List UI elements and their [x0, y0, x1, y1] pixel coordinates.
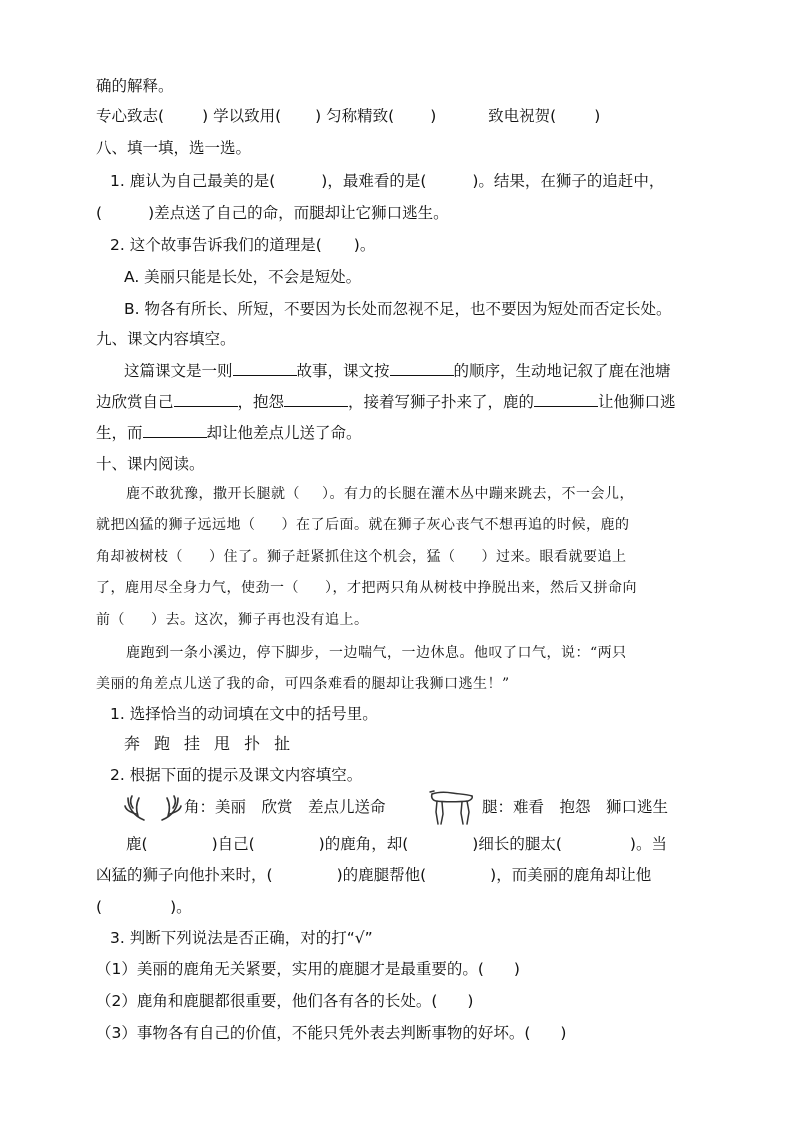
text: B. 物各有所长、所短，不要因为长处而忽视不足，也不要因为短处而否定长处。: [124, 300, 672, 318]
passage-1-line-5: [96, 610, 369, 630]
judge-item-1: [96, 959, 520, 979]
deer-legs-icon: [428, 788, 476, 828]
text: 九、课文内容填空。: [96, 330, 236, 348]
section-10-title: [96, 454, 205, 474]
text: )细长的腿太(: [472, 835, 562, 853]
line-continuation: [96, 76, 174, 96]
text: 2. 根据下面的提示及课文内容填空。: [110, 766, 363, 784]
text: 边欣赏自己: [96, 393, 174, 411]
passage-1-line-3: [96, 547, 627, 567]
text: (: [96, 204, 103, 222]
text: 角却被树枝（: [96, 549, 183, 565]
verb-options: [124, 734, 290, 754]
underline-blank[interactable]: [534, 392, 598, 407]
question-8-1: [110, 171, 664, 191]
underline-blank[interactable]: [233, 361, 297, 376]
text: 致电祝贺(: [488, 107, 557, 125]
question-10-2: [110, 765, 362, 785]
text: 鹿跑到一条小溪边，停下脚步，一边喘气，一边休息。他叹了口气，说：“两只: [126, 645, 627, 661]
antler-icon: [124, 792, 182, 822]
text: 这篇课文是一则: [124, 362, 233, 380]
underline-blank[interactable]: [284, 392, 348, 407]
text: 2. 这个故事告诉我们的道理是(: [110, 236, 322, 254]
text: )差点送了自己的命，而腿却让它狮口逃生。: [148, 204, 449, 222]
text: 学以致用(: [213, 107, 282, 125]
text: )，最难看的是(: [321, 172, 427, 190]
text: 让他狮口逃: [598, 393, 676, 411]
text: 腿：难看 抱怨 狮口逃生: [482, 798, 669, 816]
text: 匀称精致(: [326, 107, 395, 125]
judge-item-3: [96, 1023, 566, 1043]
verb-option[interactable]: 奔: [124, 734, 141, 753]
text: ）过来。眼看就要追上: [481, 549, 627, 565]
text: （3）事物各有自己的价值，不能只凭外表去判断事物的好坏。(: [96, 1024, 531, 1042]
hint-fill-line-1: [126, 834, 667, 854]
text: 却让他差点儿送了命。: [206, 424, 362, 442]
text: 专心致志(: [96, 107, 165, 125]
text: 前（: [96, 612, 125, 628]
text: ): [513, 960, 520, 978]
question-8-2: [110, 235, 375, 255]
question-10-3: [110, 928, 373, 948]
text: ，接着写狮子扑来了，鹿的: [348, 393, 535, 411]
text: A. 美丽只能是长处，不会是短处。: [124, 268, 362, 286]
underline-blank[interactable]: [390, 361, 454, 376]
text: (: [96, 898, 103, 916]
option-a[interactable]: [124, 267, 361, 287]
verb-option[interactable]: 扑: [244, 734, 261, 753]
text: ): [560, 1024, 567, 1042]
fill-line-3: [96, 423, 362, 443]
text: 凶猛的狮子向他扑来时，(: [96, 866, 273, 884]
text: 鹿不敢犹豫，撒开长腿就（: [126, 486, 300, 502]
hint-fill-line-3: [96, 897, 192, 917]
text: 1. 选择恰当的动词填在文中的括号里。: [110, 705, 378, 723]
text: （2）鹿角和鹿腿都很重要，他们各有各的长处。(: [96, 992, 438, 1010]
text: ): [315, 107, 322, 125]
text: 了，鹿用尽全身力气，使劲一（: [96, 580, 299, 596]
verb-option[interactable]: 扯: [274, 734, 291, 753]
text: ，抱怨: [237, 393, 285, 411]
passage-2-line-1: [126, 643, 627, 663]
hint-fill-line-2: [96, 865, 651, 885]
text: ）去。这次，狮子再也没有追上。: [151, 612, 369, 628]
underline-blank[interactable]: [174, 392, 238, 407]
fill-line-2: [96, 392, 676, 412]
text: 确的解释。: [96, 77, 174, 95]
section-9-title: [96, 329, 236, 349]
question-8-1-cont: [96, 203, 449, 223]
text: )的鹿角，却(: [318, 835, 409, 853]
passage-2-line-2: [96, 674, 510, 694]
text: )。当: [629, 835, 667, 853]
fill-line-1: [124, 361, 671, 381]
text: （1）美丽的鹿角无关紧要，实用的鹿腿才是最重要的。(: [96, 960, 484, 978]
text: 3. 判断下列说法是否正确，对的打“√”: [110, 929, 373, 947]
text: )自己(: [211, 835, 255, 853]
text: 角：美丽 欣赏 差点儿送命: [184, 798, 386, 816]
idiom-line: [96, 106, 600, 126]
passage-1-line-2: [96, 515, 630, 535]
text: 十、课内阅读。: [96, 455, 205, 473]
text: ），才把两只角从树枝中挣脱出来，然后又拼命向: [325, 580, 637, 596]
text: ): [594, 107, 601, 125]
text: 八、填一填，选一选。: [96, 139, 252, 157]
verb-option[interactable]: 甩: [214, 734, 231, 753]
text: )。结果，在狮子的追赶中，: [472, 172, 665, 190]
underline-blank[interactable]: [143, 423, 207, 438]
text: )。: [353, 236, 376, 254]
text: ): [430, 107, 437, 125]
verb-option[interactable]: 跑: [154, 734, 171, 753]
text: 就把凶猛的狮子远远地（: [96, 517, 256, 533]
text: ）在了后面。就在狮子灰心丧气不想再追的时候，鹿的: [281, 517, 630, 533]
text: 美丽的角差点儿送了我的命，可四条难看的腿却让我狮口逃生！”: [96, 676, 510, 692]
verb-option[interactable]: 挂: [184, 734, 201, 753]
option-b[interactable]: [124, 299, 672, 319]
text: ): [202, 107, 209, 125]
text: ）住了。狮子赶紧抓住这个机会，猛（: [209, 549, 456, 565]
text: ）。有力的长腿在灌木丛中蹦来跳去，不一会儿，: [322, 486, 634, 502]
judge-item-2: [96, 991, 473, 1011]
text: )。: [170, 898, 192, 916]
leg-hint: [482, 797, 668, 817]
text: 生，而: [96, 424, 143, 442]
text: )，而美丽的鹿角却让他: [490, 866, 652, 884]
text: ): [467, 992, 474, 1010]
section-8-title: [96, 138, 251, 158]
horn-hint: [184, 797, 386, 817]
text: 鹿(: [126, 835, 148, 853]
question-10-1: [110, 704, 378, 724]
text: 的顺序，生动地记叙了鹿在池塘: [453, 362, 671, 380]
text: 故事，课文按: [296, 362, 390, 380]
passage-1-line-4: [96, 578, 637, 598]
text: 1. 鹿认为自己最美的是(: [110, 172, 276, 190]
passage-1-line-1: [126, 484, 634, 504]
text: )的鹿腿帮他(: [336, 866, 427, 884]
